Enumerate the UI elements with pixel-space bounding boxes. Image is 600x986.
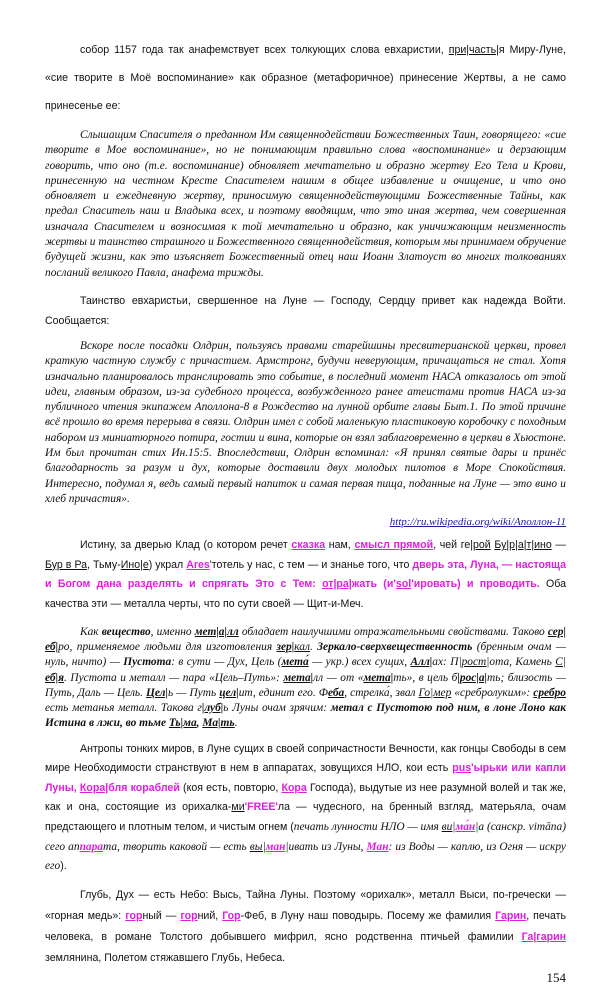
- text-run: : в сути — Дух, Цель (: [171, 656, 282, 669]
- highlighted-term: пара: [79, 840, 103, 853]
- text-run: ит, единит его. Ф: [238, 686, 328, 699]
- highlighted-term: метал с Пустотою под ним, в лоне Лоно как Истина в лжи, во тьме: [45, 702, 566, 730]
- paragraph-anthropoi: [45, 740, 566, 877]
- text-run: — укр.) всех сущих,: [308, 656, 411, 669]
- highlighted-term: |рой: [470, 539, 491, 552]
- highlighted-term: Пустота: [123, 656, 172, 669]
- text-run: ний,: [197, 909, 223, 922]
- text-run: «сребролуким»:: [451, 686, 534, 699]
- highlighted-term: pus: [452, 762, 472, 775]
- text-run: Вскоре после посадки Олдрин, пользуясь правами старейшины пресвитерианской церкви, провел краткую частную службу с причастием. Армстронг, будучи неверующим, причащаться не стал. Хотя изначально планировалось транслировать это событие, в последний момент НАСА отказалось от этой идеи, главным образом, из-за судебного процесса, возбужденного ранее атеистами против НАСА из-за публичного чтения экипажем Аполлона-8 в Рождество на лунной орбите главы Быт.1. По этой причине всё прошло во время перерыва в связи. Олдрин имел с собой маленькую пластиковую коробочку с походным набором из миниатюрного потира, гостии и вина, которые он взял заблаговременно в церкви в Хьюстоне. Им был прочитан стих Ин.15:5. Впоследствии, Олдрин вспоминал: «Я принял святые дары и принёс благодарность за разум и дух, которые доставили двух молодых пилотов в Море Спокойствия. Интересно, подумал я, ведь самый первый напиток и самая первая пища, поданные на Луне — это вино и хлеб причастия».: [45, 339, 566, 505]
- text-run: , печать человека, в романе Толстого добывшего мифрил, ясно родственна птичьей фамилии: [45, 909, 566, 943]
- highlighted-term: дверь эта, Луна, — настояща и Богом дана разделять и спрягать Это с Тем:: [45, 558, 566, 591]
- text-run: Как: [80, 625, 102, 638]
- highlighted-term: Ино|е: [120, 558, 149, 571]
- highlighted-term: sol: [395, 578, 412, 591]
- text-run: . Пустота и металл — пара «Цель–Путь»:: [63, 671, 284, 684]
- highlighted-term: бля кораблей: [108, 781, 180, 794]
- highlighted-term: еба: [327, 686, 345, 699]
- quote-metal: [45, 625, 566, 732]
- text-run: ть», в цель б: [393, 671, 458, 684]
- text-run: нам,: [325, 539, 355, 552]
- highlighted-term: Гарин: [495, 909, 527, 922]
- highlighted-term: Бу|р|а|т|ино: [494, 539, 552, 552]
- highlighted-term: мета|: [283, 671, 314, 684]
- text-run: , Тьму-: [87, 558, 121, 571]
- highlighted-term: гор: [180, 909, 198, 922]
- text-run: -Феб, в Луну наш поводырь. Посему же фамилия: [240, 909, 496, 922]
- highlighted-term: жать (и': [351, 578, 396, 591]
- highlighted-term: ма́н: [455, 821, 476, 834]
- text-run: ла — чудесного, на бренный взгляд, матерьяла, очам предстающего и плотным телом, и чистым огнем (: [45, 801, 566, 834]
- highlighted-term: сер|еб|: [45, 625, 567, 653]
- paragraph-truth-door: [45, 536, 566, 614]
- text-run: , чей ге: [433, 539, 471, 552]
- text-run: Глубь, Дух — есть Небо: Высь, Тайна Луны. Поэтому «орихалк», металл Выси, по-гречески — «горная медь»:: [45, 888, 566, 922]
- text-run: есть метанья металл. Такова г: [45, 702, 202, 715]
- highlighted-term: |ивать из Луны,: [285, 840, 367, 853]
- highlighted-term: рост|: [461, 656, 490, 669]
- text-run: ь Луны очам зрячим:: [223, 702, 331, 715]
- highlighted-term: смысл прямой: [354, 539, 434, 552]
- page-number: 154: [546, 969, 566, 985]
- text-run: —: [551, 539, 567, 552]
- paragraph-council-1157: [45, 36, 566, 120]
- text-run: Истину, за дверью Клад (о котором речет: [80, 539, 292, 552]
- text-run: землянина, Полетом стяжавшего Глубь, Небеса.: [45, 951, 286, 964]
- highlighted-term: печать лунности НЛО — имя: [293, 821, 442, 834]
- text-run: ота, Камень: [489, 656, 556, 669]
- highlighted-term: Гор: [222, 909, 241, 922]
- text-run: , именно: [150, 625, 195, 638]
- text-run: .: [234, 717, 238, 730]
- text-run: лл — от «: [313, 671, 364, 684]
- highlighted-term: мета́: [281, 656, 309, 669]
- text-run: ть; близость — Путь, Даль — Цель.: [45, 671, 566, 699]
- text-run: ро, применяемое людьми для изготовления: [58, 640, 277, 653]
- text-run: Таинство евхаристьи, свершенное на Луне — Господу, Сердцу привет как надежда Войти. Сообщается:: [45, 294, 566, 327]
- highlighted-term: : из Воды — каплю, из Огня — искру его: [45, 840, 566, 873]
- highlighted-term: 'ырьки или капли Луны,: [45, 762, 566, 794]
- highlighted-term: цел|: [219, 686, 239, 699]
- text-run: ).: [60, 860, 67, 873]
- highlighted-term: С|: [555, 656, 566, 669]
- text-run: собор 1157 года так анафемствует всех толкующих слова евхаристии,: [80, 44, 449, 56]
- highlighted-term: гор: [125, 909, 143, 922]
- text-run: обладает наилучшими отражательными свойствами. Таково: [238, 625, 548, 638]
- text-run: я Миру-Луне, «сие творите в Моё воспоминание» как образное (метафоричное) принесение Жертвы, а не само принесенье ее:: [45, 44, 566, 112]
- highlighted-term: Бур в Ра: [45, 558, 88, 571]
- text-run: ь — Путь: [168, 686, 220, 699]
- paragraph-eucharist-moon: [45, 291, 566, 331]
- highlighted-term: Алл|: [410, 656, 433, 669]
- text-run: .: [309, 640, 318, 653]
- highlighted-term: Ман: [366, 840, 389, 853]
- document-page: [45, 36, 566, 986]
- highlighted-term: Цел|: [146, 686, 169, 699]
- highlighted-term: Зеркало-сверхвещественность: [317, 640, 473, 653]
- highlighted-term: вы|: [249, 840, 266, 853]
- highlighted-term: зер|: [276, 640, 295, 653]
- text-run: Господа), выдутые из нее разумной волей и так же, как и она, состоящие из орихалка-: [45, 781, 567, 814]
- text-run: ах: П|: [432, 656, 462, 669]
- highlighted-term: |а (санскр. vimāna) сего ап: [45, 821, 566, 853]
- highlighted-term: сребро: [533, 686, 566, 699]
- highlighted-term: ви|: [441, 821, 456, 834]
- highlighted-term: |рос|а|: [457, 671, 488, 684]
- quote-aldrin: [45, 339, 566, 507]
- highlighted-term: Ares: [186, 558, 210, 571]
- highlighted-term: Ть|ма: [168, 717, 197, 730]
- highlighted-term: сказка: [291, 539, 326, 552]
- highlighted-term: Кора|: [79, 781, 109, 794]
- text-run: Слышащим Спасителя о преданном Им священнодействии Божественных Таин, говорящего: «сие творите в Мое воспоминание», но не понимающим правильно слова «воспоминание» и дерзающим говорить, что оно (т.е. воспоминание) обновляет мечтательно и образно жертву Его Тела и Крови, принесенную на честном Кресте Спасителем нашим в общее избавление и очищение, и что оно обновляет и ежедневную жертву, приносимую священнодействующими Божественные Тайны, как предал Спаситель наш и Владыка всех, и поэтому вводящим, что это иная жертва, чем совершенная изначала Спасителем и возносимая к той мечтательно и образно, как уничижающим неизменность жертвы и таинство страшного и Божественного священнодействия, которым мы принимаем обручение будущей жизни, как это изъясняет Божественный отец наш Иоанн Златоуст во многих толкованиях посланий великого Павла, анафема трижды.: [45, 129, 566, 279]
- highlighted-term: Го|мер: [418, 686, 452, 699]
- quote-anathema: [45, 128, 566, 281]
- wikipedia-link[interactable]: http://ru.wikipedia.org/wiki/Аполлон-11: [389, 516, 566, 529]
- text-run: (коя есть, повторю,: [179, 781, 282, 794]
- highlighted-term: ман: [265, 840, 286, 853]
- highlighted-term: Ма|ть: [202, 717, 235, 730]
- text-run: ный —: [142, 909, 181, 922]
- highlighted-term: 'FREE': [244, 801, 278, 814]
- text-run: Антропы тонких миров, в Луне сущих в своей сопричастности Вечности, как гонцы Свободы в сем мире Необходимости странствуют в нем в аппаратах, зовущихся НЛО, кои есть: [45, 742, 566, 775]
- highlighted-term: мет|а|лл: [194, 625, 239, 638]
- highlighted-term: мета|: [363, 671, 394, 684]
- highlighted-term: кал: [294, 640, 310, 653]
- text-run: , стрелка́, звал: [344, 686, 419, 699]
- highlighted-term: ,: [196, 717, 203, 730]
- highlighted-term: вещество: [101, 625, 151, 638]
- highlighted-term: Га|гарин: [521, 930, 566, 943]
- highlighted-term: Кора: [281, 781, 307, 794]
- highlighted-term: та, творить каковой — есть: [102, 840, 250, 853]
- highlighted-term: при|часть|: [448, 44, 499, 56]
- paragraph-glub: [45, 885, 566, 969]
- highlighted-term: |луб|: [201, 702, 224, 715]
- text-run: 'тотель у нас, с тем — и знанье того, что: [209, 558, 413, 571]
- highlighted-term: 'ировать) и проводить.: [411, 578, 540, 591]
- text-run: (бренным очам — нуль, ничто) —: [45, 640, 566, 669]
- highlighted-term: еб|я: [45, 671, 64, 684]
- text-run: ) украл: [148, 558, 187, 571]
- highlighted-term: ми: [231, 801, 245, 814]
- text-run: Оба качества эти — металла черты, что по сути своей — Щит-и-Меч.: [45, 578, 566, 611]
- highlighted-term: от|ра|: [322, 578, 352, 591]
